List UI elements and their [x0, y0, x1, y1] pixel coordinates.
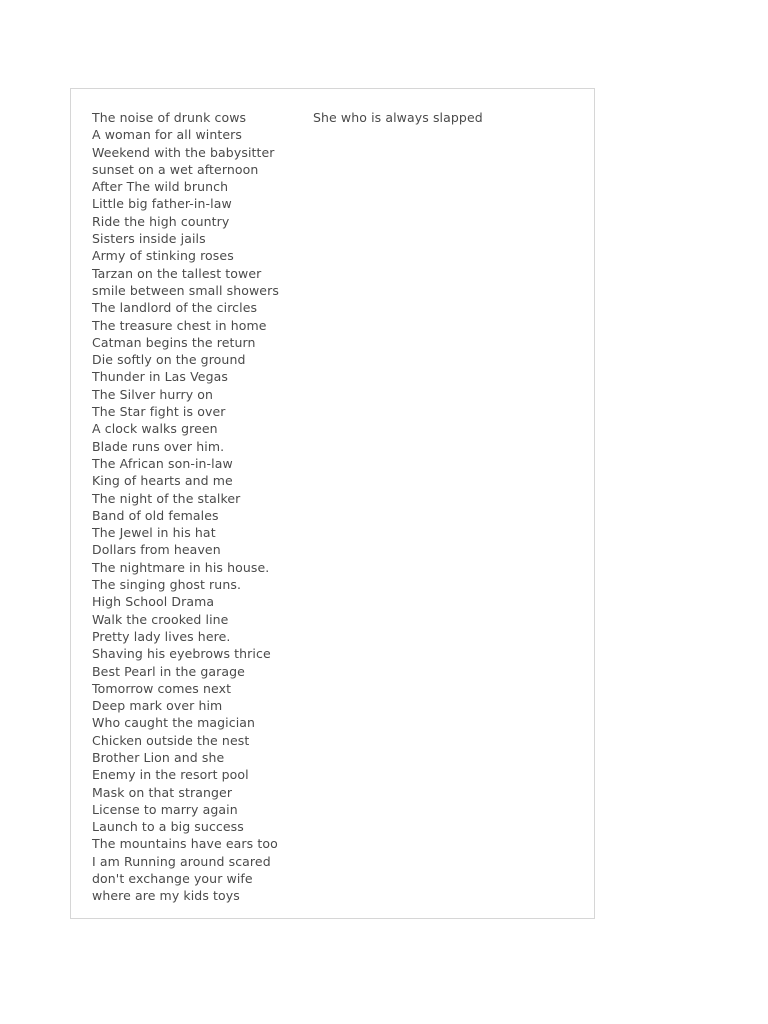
title-list-left — [92, 109, 302, 905]
title-line: Tomorrow comes next — [92, 680, 232, 696]
title-line: don't exchange your wife — [92, 871, 253, 887]
title-line: High School Drama — [92, 594, 215, 610]
title-line: Dollars from heaven — [92, 542, 221, 558]
title-line: Brother Lion and she — [92, 749, 225, 765]
title-line: The night of the stalker — [92, 490, 241, 506]
title-line: The treasure chest in home — [92, 317, 267, 333]
title-line: License to marry again — [92, 801, 238, 817]
title-line: Mask on that stranger — [92, 784, 233, 800]
title-line: Walk the crooked line — [92, 611, 229, 627]
title-line: Tarzan on the tallest tower — [92, 265, 262, 281]
title-line: Ride the high country — [92, 213, 230, 229]
title-line: sunset on a wet afternoon — [92, 161, 259, 177]
title-line: Thunder in Las Vegas — [92, 369, 228, 385]
title-line: Launch to a big success — [92, 819, 244, 835]
title-line: Shaving his eyebrows thrice — [92, 646, 271, 662]
title-line: The Jewel in his hat — [92, 525, 216, 541]
title-line: smile between small showers — [92, 282, 279, 298]
title-line: The nightmare in his house. — [92, 559, 270, 575]
title-line: The African son-in-law — [92, 455, 233, 471]
title-line: Army of stinking roses — [92, 248, 234, 264]
title-line: Enemy in the resort pool — [92, 767, 249, 783]
title-line: A woman for all winters — [92, 127, 243, 143]
title-line: King of hearts and me — [92, 473, 233, 489]
title-line: Deep mark over him — [92, 698, 223, 714]
title-line: Band of old females — [92, 507, 219, 523]
title-line: After The wild brunch — [92, 179, 229, 195]
title-line: Blade runs over him. — [92, 438, 225, 454]
title-line: Best Pearl in the garage — [92, 663, 245, 679]
title-line: Pretty lady lives here. — [92, 628, 231, 644]
title-line: The noise of drunk cows — [92, 110, 247, 125]
title-line: Who caught the magician — [92, 715, 256, 731]
title-line: Die softly on the ground — [92, 352, 246, 368]
title-line: A clock walks green — [92, 421, 218, 437]
title-line: The singing ghost runs. — [92, 577, 242, 593]
title-line: Chicken outside the nest — [92, 732, 250, 748]
title-line: Little big father-in-law — [92, 196, 232, 212]
title-line: The mountains have ears too — [92, 836, 278, 852]
title-line: Sisters inside jails — [92, 231, 206, 247]
title-line: Weekend with the babysitter — [92, 144, 275, 160]
title-line: The landlord of the circles — [92, 300, 258, 316]
title-line: I am Running around scared — [92, 853, 271, 869]
title-line: The Star fight is over — [92, 404, 226, 420]
title-list-right — [313, 109, 573, 126]
title-line: where are my kids toys — [92, 888, 240, 904]
title-line: She who is always slapped — [313, 110, 483, 125]
title-line: The Silver hurry on — [92, 386, 214, 402]
title-line: Catman begins the return — [92, 334, 256, 350]
document-page — [70, 88, 595, 919]
